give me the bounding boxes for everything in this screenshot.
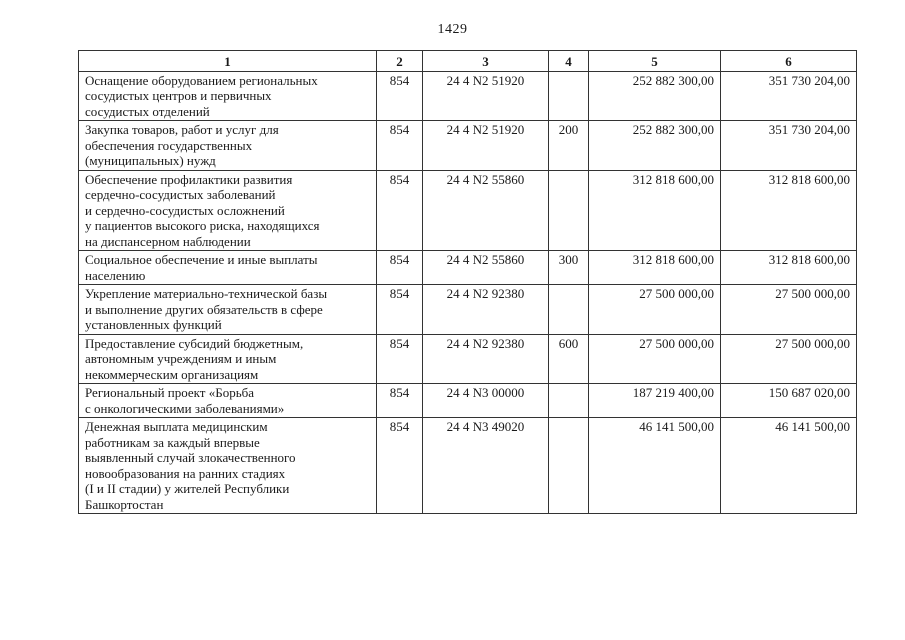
row-name-line: сосудистых центров и первичных: [85, 88, 272, 103]
header-col-1: 1: [79, 51, 377, 72]
row-name-line: Обеспечение профилактики развития: [85, 171, 293, 187]
row-target-code-cell: 24 4 N2 55860: [423, 170, 549, 251]
row-amount-year2-cell: 150 687 020,00: [721, 384, 857, 418]
row-name-line: обеспечения государственных: [85, 137, 253, 153]
row-name-cell: [79, 384, 377, 418]
row-amount-year1-cell: 27 500 000,00: [589, 285, 721, 335]
budget-table: [78, 50, 857, 514]
row-admin-code-cell: 854: [377, 121, 423, 171]
header-col-5: 5: [589, 51, 721, 72]
row-admin-code-cell: 854: [377, 285, 423, 335]
row-expense-type-cell: [549, 71, 589, 121]
header-col-3: 3: [423, 51, 549, 72]
row-admin-code-cell: 854: [377, 71, 423, 121]
row-name-line: Денежная выплата медицинским: [85, 419, 268, 434]
table-body: [79, 71, 857, 514]
table-header-row: [79, 51, 857, 72]
page-number: 1429: [437, 22, 468, 37]
row-admin-code-cell: 854: [377, 170, 423, 251]
row-amount-year2-cell: 351 730 204,00: [721, 71, 857, 121]
row-name-line: некоммерческим организациям: [85, 366, 259, 382]
row-amount-year1-cell: 252 882 300,00: [589, 121, 721, 171]
row-name-line: и выполнение других обязательств в сфере: [85, 301, 323, 317]
row-admin-code-cell: 854: [377, 251, 423, 285]
row-amount-year2-cell: 312 818 600,00: [721, 170, 857, 251]
row-amount-year1-cell: 252 882 300,00: [589, 71, 721, 121]
row-target-code-cell: 24 4 N2 92380: [423, 334, 549, 384]
row-name-line: сосудистых отделений: [85, 103, 210, 119]
row-name-line: Региональный проект «Борьба: [85, 385, 255, 400]
table-row: [79, 418, 857, 514]
row-name-line: и сердечно-сосудистых осложнений: [85, 202, 285, 218]
row-target-code-cell: 24 4 N3 00000: [423, 384, 549, 418]
row-name-line: установленных функций: [85, 317, 222, 332]
row-name-cell: [79, 418, 377, 514]
row-expense-type-cell: [549, 170, 589, 251]
header-col-6: 6: [721, 51, 857, 72]
table-row: [79, 170, 857, 251]
row-amount-year1-cell: 187 219 400,00: [589, 384, 721, 418]
row-name-cell: [79, 170, 377, 251]
table-row: [79, 71, 857, 121]
row-amount-year2-cell: 312 818 600,00: [721, 251, 857, 285]
row-name-cell: [79, 334, 377, 384]
row-name-cell: [79, 285, 377, 335]
row-admin-code-cell: 854: [377, 418, 423, 514]
row-name-line: Укрепление материально-технической базы: [85, 286, 328, 301]
row-name-line: Оснащение оборудованием региональных: [85, 72, 318, 88]
row-name-line: Социальное обеспечение и иные выплаты: [85, 252, 318, 267]
row-amount-year1-cell: 46 141 500,00: [589, 418, 721, 514]
row-amount-year2-cell: 27 500 000,00: [721, 334, 857, 384]
row-name-line: работникам за каждый впервые: [85, 434, 260, 450]
row-name-line: автономным учреждениям и иным: [85, 351, 277, 366]
row-expense-type-cell: 300: [549, 251, 589, 285]
row-name-line: выявленный случай злокачественного: [85, 450, 296, 465]
row-amount-year1-cell: 312 818 600,00: [589, 251, 721, 285]
row-expense-type-cell: 200: [549, 121, 589, 171]
row-name-line: сердечно-сосудистых заболеваний: [85, 187, 276, 202]
table-row: [79, 334, 857, 384]
row-admin-code-cell: 854: [377, 384, 423, 418]
row-admin-code-cell: 854: [377, 334, 423, 384]
header-col-2: 2: [377, 51, 423, 72]
table-row: [79, 384, 857, 418]
row-amount-year2-cell: 27 500 000,00: [721, 285, 857, 335]
row-name-line: у пациентов высокого риска, находящихся: [85, 218, 320, 233]
row-name-line: Закупка товаров, работ и услуг для: [85, 122, 279, 137]
table-row: [79, 121, 857, 171]
row-name-cell: [79, 121, 377, 171]
row-amount-year1-cell: 27 500 000,00: [589, 334, 721, 384]
row-name-line: новообразования на ранних стадиях: [85, 465, 286, 481]
row-amount-year2-cell: 46 141 500,00: [721, 418, 857, 514]
row-name-line: (I и II стадии) у жителей Республики: [85, 481, 290, 496]
row-name-line: Башкортостан: [85, 496, 164, 512]
table-row: [79, 251, 857, 285]
row-target-code-cell: 24 4 N2 51920: [423, 71, 549, 121]
row-target-code-cell: 24 4 N2 51920: [423, 121, 549, 171]
table-row: [79, 285, 857, 335]
row-expense-type-cell: [549, 285, 589, 335]
row-name-cell: [79, 251, 377, 285]
row-target-code-cell: 24 4 N2 92380: [423, 285, 549, 335]
row-amount-year2-cell: 351 730 204,00: [721, 121, 857, 171]
row-name-line: Предоставление субсидий бюджетным,: [85, 335, 304, 351]
row-target-code-cell: 24 4 N2 55860: [423, 251, 549, 285]
row-amount-year1-cell: 312 818 600,00: [589, 170, 721, 251]
row-target-code-cell: 24 4 N3 49020: [423, 418, 549, 514]
row-name-cell: [79, 71, 377, 121]
header-col-4: 4: [549, 51, 589, 72]
row-name-line: с онкологическими заболеваниями»: [85, 400, 285, 416]
row-expense-type-cell: [549, 384, 589, 418]
row-expense-type-cell: [549, 418, 589, 514]
row-name-line: на диспансерном наблюдении: [85, 233, 251, 249]
row-expense-type-cell: 600: [549, 334, 589, 384]
row-name-line: (муниципальных) нужд: [85, 153, 216, 168]
row-name-line: населению: [85, 267, 146, 283]
